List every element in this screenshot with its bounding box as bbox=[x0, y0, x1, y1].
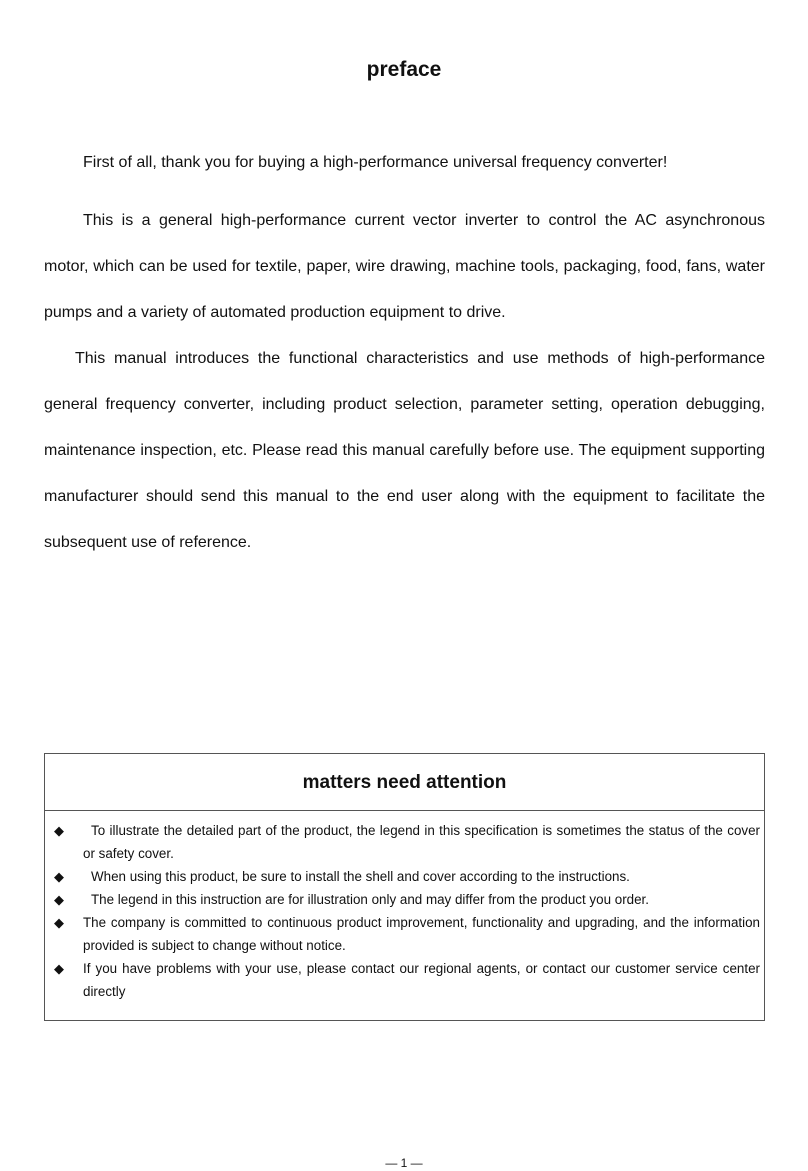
attention-item-text: If you have problems with your use, please contact our regional agents, or contact our customer service center directly bbox=[83, 961, 760, 999]
attention-item bbox=[45, 865, 760, 888]
attention-item bbox=[45, 819, 760, 865]
paragraph-manual-introduction: This manual introduces the functional characteristics and use methods of high-performance general frequency converter, including product selection, parameter setting, operation debugging, maintenance inspection, etc. Please read this manual carefully before use. The equipment supporting manufacturer should send this manual to the end user along with the equipment to facilitate the subsequent use of reference. bbox=[44, 350, 765, 551]
diamond-bullet-icon: ◆ bbox=[54, 961, 64, 976]
attention-item-text: The legend in this instruction are for illustration only and may differ from the product you order. bbox=[91, 892, 649, 907]
page-title: preface bbox=[366, 58, 442, 81]
paragraph-product-description: This is a general high-performance current vector inverter to control the AC asynchronous motor, which can be used for textile, paper, wire drawing, machine tools, packaging, food, fans, water pumps and a variety of automated production equipment to drive. bbox=[44, 212, 765, 321]
attention-list bbox=[45, 811, 764, 1003]
attention-item-text: To illustrate the detailed part of the product, the legend in this specification is sometimes the status of the cover or safety cover. bbox=[83, 823, 760, 861]
attention-heading: matters need attention bbox=[45, 754, 764, 811]
paragraph-thanks: First of all, thank you for buying a high-performance universal frequency converter! bbox=[83, 154, 668, 171]
attention-item-text: The company is committed to continuous product improvement, functionality and upgrading, and the information provided is subject to change without notice. bbox=[83, 915, 760, 953]
diamond-bullet-icon: ◆ bbox=[54, 915, 64, 930]
attention-item bbox=[45, 888, 760, 911]
page-number: — 1 — bbox=[385, 1156, 423, 1170]
diamond-bullet-icon: ◆ bbox=[54, 823, 64, 838]
diamond-bullet-icon: ◆ bbox=[54, 892, 64, 907]
attention-box bbox=[44, 753, 765, 1021]
preface-body bbox=[44, 140, 765, 566]
attention-item bbox=[45, 957, 760, 1003]
diamond-bullet-icon: ◆ bbox=[54, 869, 64, 884]
attention-item-text: When using this product, be sure to install the shell and cover according to the instructions. bbox=[91, 869, 630, 884]
attention-item bbox=[45, 911, 760, 957]
